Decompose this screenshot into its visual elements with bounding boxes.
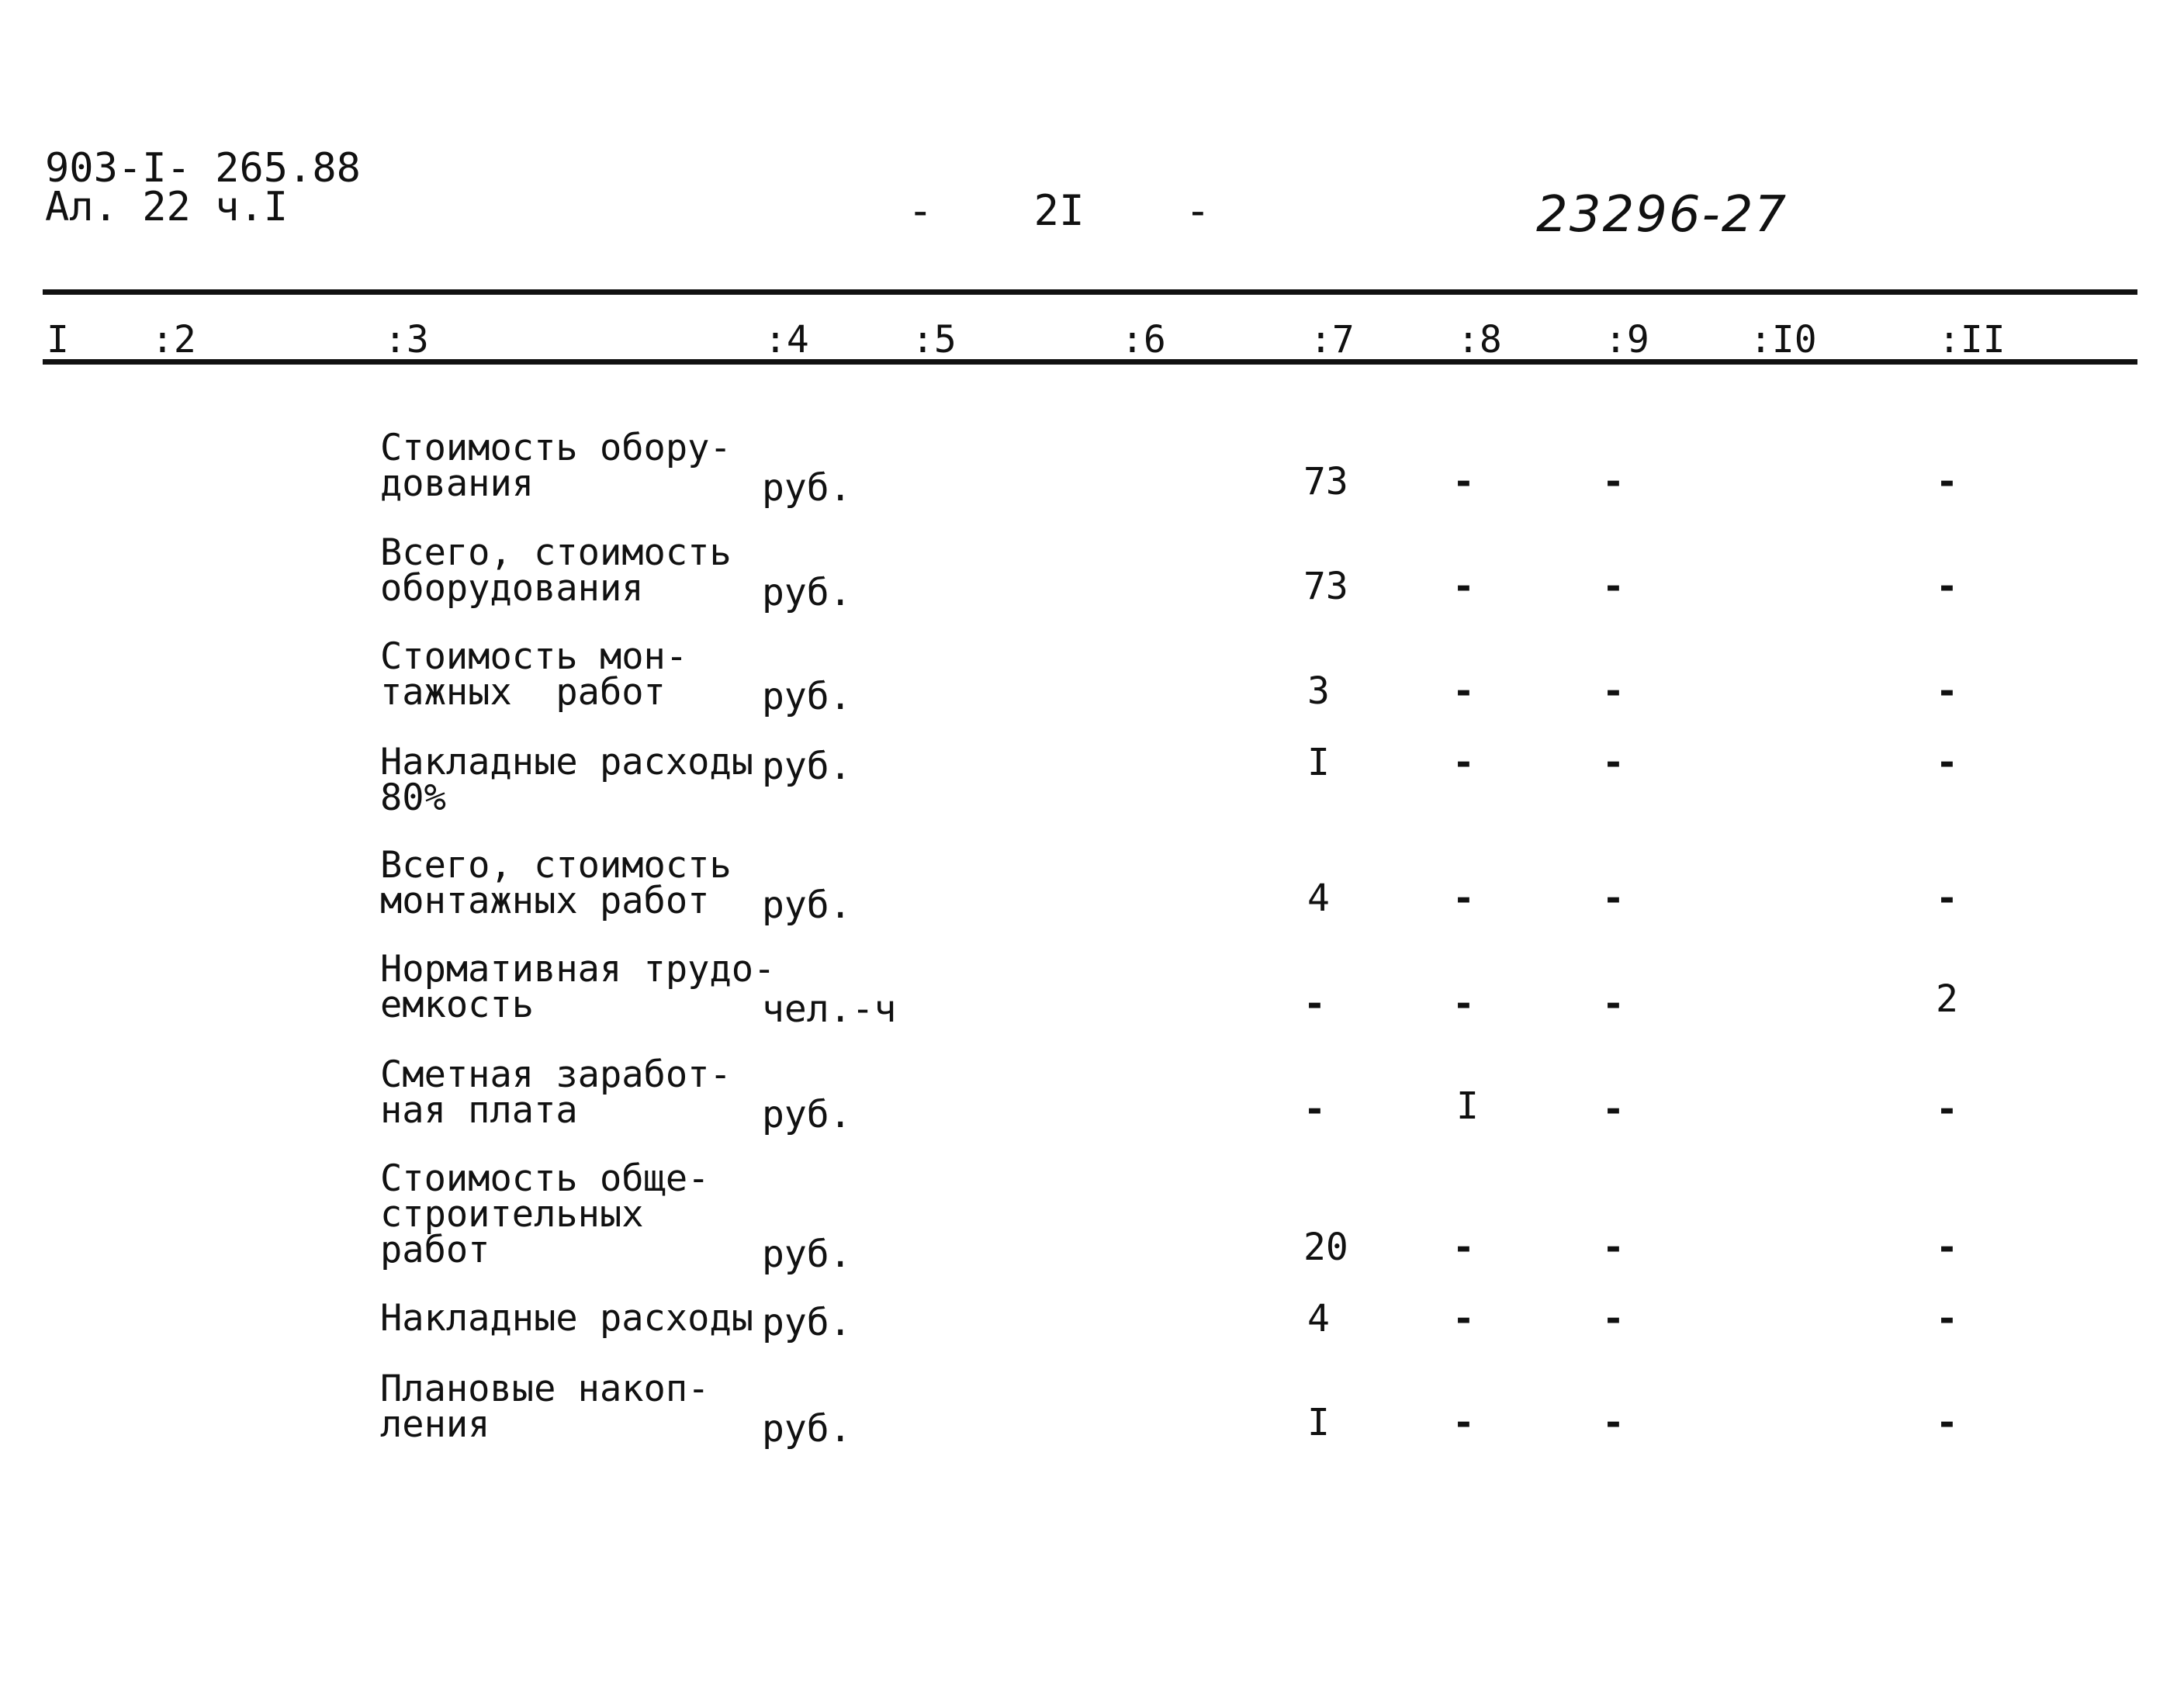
cell-col8: - — [1452, 877, 1475, 920]
cell-col8: - — [1452, 565, 1475, 608]
cell-col9: - — [1602, 1226, 1625, 1269]
row-unit: руб. — [762, 1301, 852, 1344]
cell-col9: - — [1602, 565, 1625, 608]
cell-col7: - — [1303, 982, 1326, 1025]
row-label: Всего, стоимость оборудования — [380, 531, 732, 610]
cell-col9: - — [1602, 1088, 1625, 1131]
cell-col8: - — [1452, 460, 1475, 503]
column-header-6: :6 — [1121, 318, 1166, 361]
cell-col11: - — [1936, 1088, 1958, 1131]
cell-col11: - — [1936, 1401, 1958, 1444]
row-label: Накладные расходы — [380, 1297, 754, 1340]
row-label: Сметная заработ- ная плата — [380, 1053, 732, 1132]
table-header-rule — [43, 359, 2137, 365]
column-header-7: :7 — [1310, 318, 1355, 361]
cell-col9: - — [1602, 982, 1625, 1025]
row-unit: руб. — [762, 1233, 852, 1276]
cell-col8: I — [1456, 1084, 1479, 1128]
cell-col7: 73 — [1303, 565, 1348, 608]
cell-col11: - — [1936, 460, 1958, 503]
cell-col7: - — [1303, 1088, 1326, 1131]
column-header-8: :8 — [1457, 318, 1502, 361]
cell-col11: - — [1936, 877, 1958, 920]
row-label: Стоимость обору- дования — [380, 427, 732, 505]
cell-col8: - — [1452, 1297, 1475, 1340]
cell-col7: 4 — [1307, 877, 1330, 920]
row-label: Нормативная трудо- емкость — [380, 948, 776, 1026]
column-header-1: I — [47, 318, 69, 361]
cell-col8: - — [1452, 1401, 1475, 1444]
row-label: Накладные расходы 80% — [380, 741, 754, 819]
cell-col7: I — [1307, 1401, 1330, 1444]
cell-col7: 73 — [1303, 460, 1348, 503]
cell-col11: 2 — [1936, 977, 1958, 1021]
column-header-10: :I0 — [1750, 318, 1817, 361]
row-unit: руб. — [762, 466, 852, 510]
cell-col11: - — [1936, 1226, 1958, 1269]
row-unit: чел.-ч — [762, 987, 897, 1031]
cell-col9: - — [1602, 1297, 1625, 1340]
cell-col7: 4 — [1307, 1297, 1330, 1340]
column-header-11: :II — [1938, 318, 2006, 361]
cell-col9: - — [1602, 460, 1625, 503]
row-unit: руб. — [762, 884, 852, 927]
document-code-line1: 903-I- 265.88 — [45, 145, 361, 192]
cell-col8: - — [1452, 1226, 1475, 1269]
column-header-2: :2 — [151, 318, 196, 361]
cell-col11: - — [1936, 741, 1958, 784]
cell-col8: - — [1452, 669, 1475, 713]
sheet-number: 23296-27 — [1536, 186, 1788, 244]
cell-col11: - — [1936, 565, 1958, 608]
row-unit: руб. — [762, 571, 852, 614]
cell-col9: - — [1602, 669, 1625, 713]
cell-col8: - — [1452, 982, 1475, 1025]
row-unit: руб. — [762, 675, 852, 718]
row-label: Плановые накоп- ления — [380, 1368, 710, 1446]
row-unit: руб. — [762, 1093, 852, 1136]
column-header-9: :9 — [1604, 318, 1649, 361]
column-header-3: :3 — [384, 318, 429, 361]
table-top-rule — [43, 289, 2137, 295]
row-unit: руб. — [762, 745, 852, 788]
column-header-4: :4 — [764, 318, 809, 361]
cell-col11: - — [1936, 669, 1958, 713]
page-number: - 2I - — [908, 186, 1211, 235]
cell-col7: I — [1307, 741, 1330, 784]
cell-col9: - — [1602, 1401, 1625, 1444]
cell-col7: 3 — [1307, 669, 1330, 713]
cell-col7: 20 — [1303, 1226, 1348, 1269]
row-label: Всего, стоимость монтажных работ — [380, 844, 732, 922]
document-code — [45, 145, 361, 230]
cell-col9: - — [1602, 877, 1625, 920]
row-label: Стоимость обще- строительных работ — [380, 1157, 710, 1271]
cell-col9: - — [1602, 741, 1625, 784]
cell-col11: - — [1936, 1297, 1958, 1340]
document-code-line2: Ал. 22 ч.I — [45, 184, 289, 230]
column-header-5: :5 — [912, 318, 957, 361]
cell-col8: - — [1452, 741, 1475, 784]
row-label: Стоимость мон- тажных работ — [380, 635, 688, 714]
row-unit: руб. — [762, 1407, 852, 1451]
